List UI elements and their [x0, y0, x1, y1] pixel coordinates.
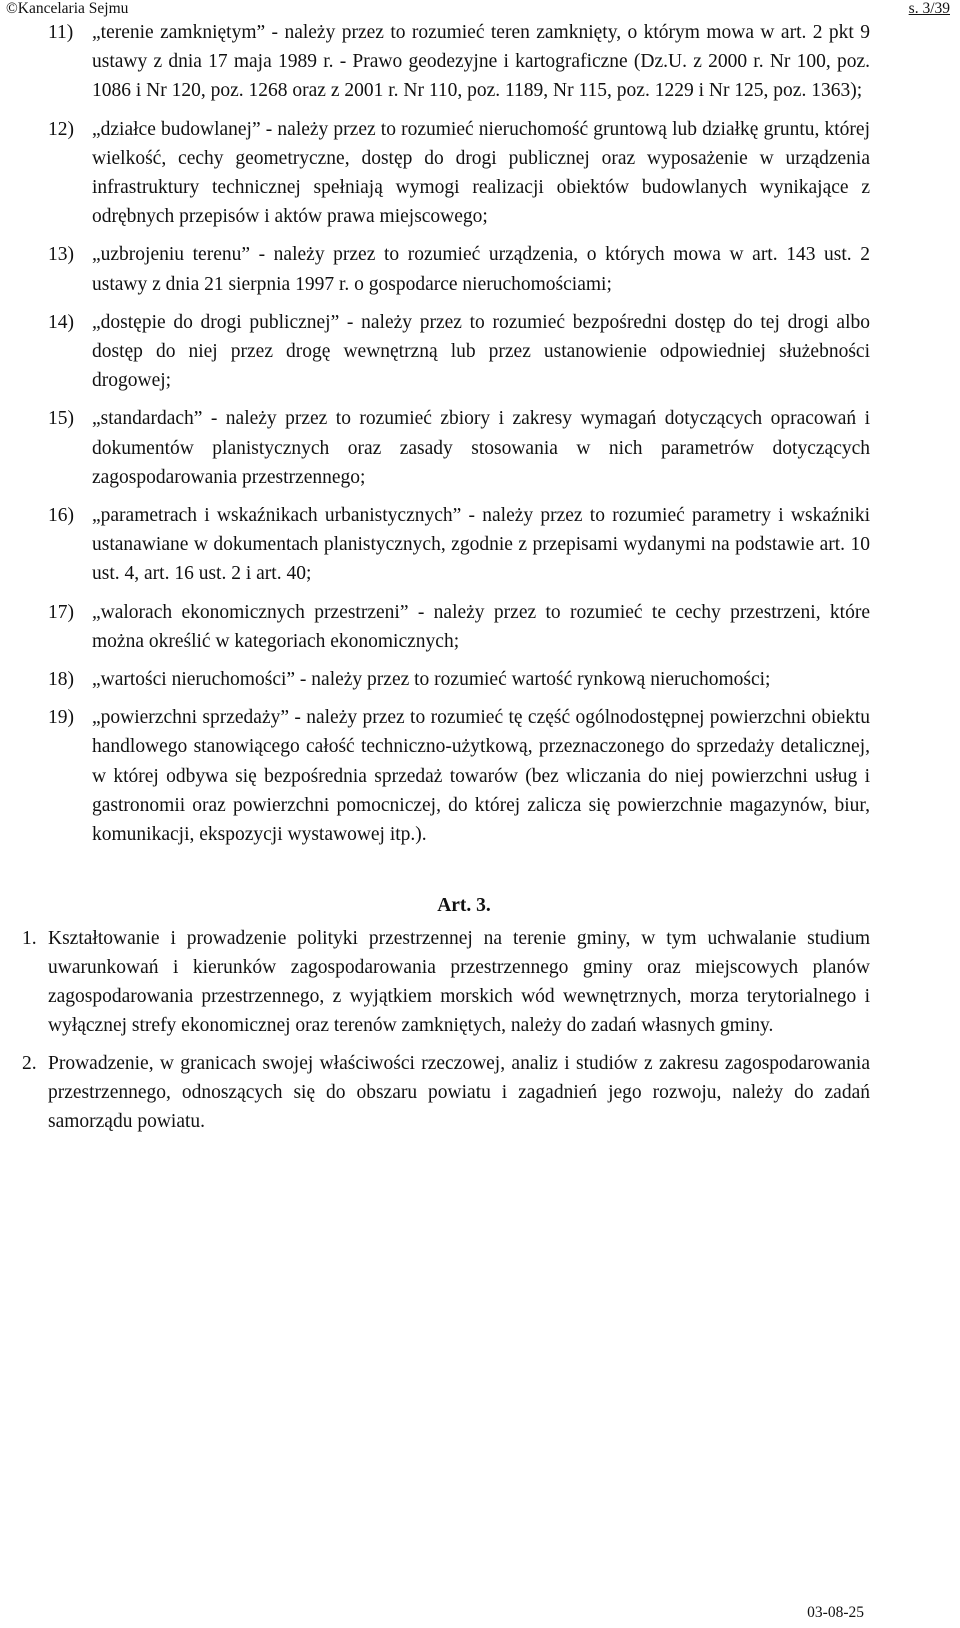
item-text: „walorach ekonomicznych przestrzeni” - należy przez to rozumieć te cechy przestrzeni, które można określić w kategoriach ekonomicznych;: [92, 601, 870, 652]
item-number: 13): [48, 244, 74, 266]
item-text: „dostępie do drogi publicznej” - należy przez to rozumieć bezpośredni dostęp do tej drogi albo dostęp do niej przez drogę wewnętrzną lub przez ustanowienie odpowiedniej służebności drogowej;: [92, 311, 870, 392]
paragraph-text: Kształtowanie i prowadzenie polityki przestrzennej na terenie gminy, w tym uchwalanie studium uwarunkowań i kierunków zagospodarowania przestrzennego gminy oraz miejscowych planów zagospodarowania przestrzennego, z wyjątkiem morskich wód wewnętrznych, morza terytorialnego i wyłącznej strefy ekonomicznej oraz terenów zamkniętych, należy do zadań własnych gminy.: [48, 928, 870, 1036]
item-number: 19): [48, 707, 74, 729]
item-text: „powierzchni sprzedaży” - należy przez to rozumieć tę część ogólnodostępnej powierzchni obiektu handlowego stanowiącego całość techniczno-użytkową, przeznaczonego do sprzedaży detalicznej, w której odbywa się bezpośrednia sprzedaż towarów (bez wliczania do niej powierzchni usług i gastronomii oraz powierzchni pomocniczej, do której zalicza się powierzchnie magazynów, biur, komunikacji, ekspozycji wystawowej itp.).: [92, 707, 870, 846]
footer-date: 03-08-25: [807, 1604, 864, 1621]
document-body: [22, 18, 870, 1147]
header-source: ©Kancelaria Sejmu: [6, 0, 129, 17]
definition-item-17: [28, 598, 870, 656]
definition-item-19: [28, 703, 870, 849]
item-number: 15): [48, 408, 74, 430]
definition-item-15: [28, 404, 870, 492]
definition-item-16: [28, 501, 870, 589]
definition-item-14: [28, 308, 870, 396]
item-number: 14): [48, 311, 74, 333]
item-text: „uzbrojeniu terenu” - należy przez to rozumieć urządzenia, o których mowa w art. 143 ust. 2 ustawy z dnia 21 sierpnia 1997 r. o gospodarce nieruchomościami;: [92, 244, 870, 295]
definition-item-11: [28, 18, 870, 106]
item-number: 17): [48, 601, 74, 623]
article-paragraph-2: [22, 1050, 870, 1136]
item-text: „terenie zamkniętym” - należy przez to rozumieć teren zamknięty, o którym mowa w art. 2 pkt 9 ustawy z dnia 17 maja 1989 r. - Prawo geodezyjne i kartograficzne (Dz.U. z 2000 r. Nr 100, poz. 1086 i Nr 120, poz. 1268 oraz z 2001 r. Nr 110, poz. 1189, Nr 115, poz. 1229 i Nr 125, poz. 1363);: [92, 22, 870, 102]
item-text: „działce budowlanej” - należy przez to rozumieć nieruchomość gruntową lub działkę gruntu, której wielkość, cechy geometryczne, dostęp do drogi publicznej oraz wyposażenie w urządzenia infrastruktury technicznej spełniają wymogi realizacji obiektów budowlanych wynikające z odrębnych przepisów i aktów prawa miejscowego;: [92, 118, 870, 228]
article-title: Art. 3.: [437, 895, 491, 917]
item-text: „wartości nieruchomości” - należy przez to rozumieć wartość rynkową nieruchomości;: [92, 669, 771, 691]
paragraph-text: Prowadzenie, w granicach swojej właściwości rzeczowej, analiz i studiów z zakresu zagospodarowania przestrzennego, odnoszących się do obszaru powiatu i zagadnień jego rozwoju, należy do zadań samorządu powiatu.: [48, 1053, 870, 1133]
definition-item-13: [28, 240, 870, 298]
item-text: „standardach” - należy przez to rozumieć zbiory i zakresy wymagań dotyczących opracowań i dokumentów planistycznych oraz zasady stosowania w nich parametrów dotyczących zagospodarowania przestrzennego;: [92, 408, 870, 488]
item-number: 12): [48, 118, 74, 140]
paragraph-number: 2.: [22, 1053, 37, 1075]
item-number: 16): [48, 505, 74, 527]
definition-item-12: [28, 115, 870, 232]
page-number-link[interactable]: s. 3/39: [908, 0, 950, 17]
item-number: 11): [48, 22, 74, 43]
item-text: „parametrach i wskaźnikach urbanistycznych” - należy przez to rozumieć parametry i wskaźniki ustanawiane w dokumentach planistycznych, zgodnie z przepisami wydanymi na podstawie art. 10 ust. 4, art. 16 ust. 2 i art. 40;: [92, 505, 870, 585]
paragraph-number: 1.: [22, 928, 37, 950]
definition-item-18: [28, 665, 870, 694]
article-paragraph-1: [22, 925, 870, 1040]
item-number: 18): [48, 669, 74, 691]
